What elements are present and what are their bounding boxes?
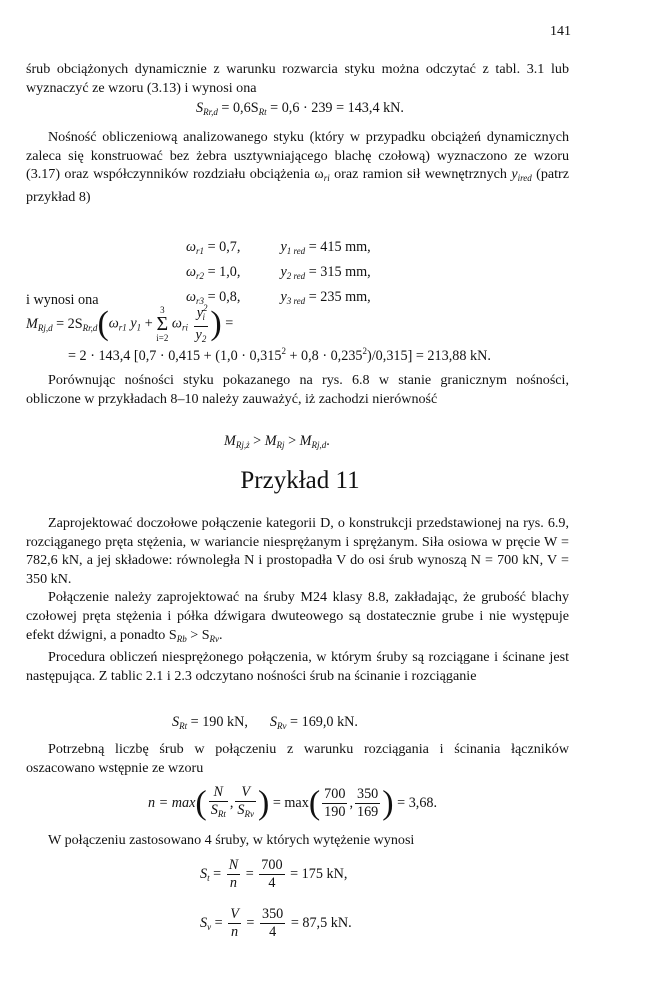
paragraph-7	[26, 740, 569, 777]
i-wynosi-ona: i wynosi ona	[26, 292, 99, 308]
sum-operator: 3 Σ i=2	[156, 305, 169, 343]
coeff-row-2: $\omega_{r2} = 1,0$, $y_{2 red} = 315$ mm,	[186, 264, 371, 281]
equation-mrjd: $M_{Rj,d} = 2S_{Rr,d}(\omega_{r1}$ $y_1$ + 3 Σ i=2 $\omega_{ri}$ $\frac{y^2_i}{y_2}$ ) =	[26, 300, 233, 348]
paragraph-2	[26, 128, 569, 206]
paragraph-4	[26, 514, 569, 685]
para4-text: Zaprojektować doczołowe połączenie kategorii D, o konstrukcji przedstawionej na rys. 6.9, rozciąganego pręta stężenia, w wariancie niesprężanym i sprężanym. Siła osiowa w pręcie W = 782,6 kN, a jej składowe: równoległa N i prostopadła V do osi śrub wynoszą N = 700 kN, V = 350 kN.	[26, 515, 569, 587]
equation-result-21388: = 2 · 143,4 $[0,7 \cdot 0,415 + (1,0 \cdot 0,315^2 + 0,8 \cdot 0,235^2)/0,315] = 213,88$ kN.	[68, 346, 491, 364]
equation-sv: $S_v$ = $\frac{V}{n}$ = $\frac{350}{4}$ = 87,5 kN.	[200, 906, 352, 940]
para6-text: Procedura obliczeń niesprężonego połączenia, w którym śruby są rozciągane i ścinane jest następująca. Z tablic 2.1 i 2.3 odczytano nośności śrub na ścinanie i rozciąganie	[26, 649, 569, 684]
paragraph-1	[26, 60, 569, 97]
para1-text: śrub obciążonych dynamicznie z warunku rozwarcia styku można odczytać z tabl. 3.1 lub wyznaczyć ze wzoru (3.13) i wynosi ona	[26, 61, 569, 96]
para5-text: Połączenie należy zaprojektować na śruby M24 klasy 8.8, zakładając, że grubość blachy czołowej pręta stężenia i półka dźwigara dwuteowego są dostatecznie grube i nie występuje efekt dźwigni, a ponadto $S_{Rb} > S_{Rv}$.	[26, 589, 569, 644]
fraction-y: $\frac{y^2_i}{y_2}$	[194, 300, 209, 348]
coeff-row-3: $\omega_{r3} = 0,8$, $y_{3 red} = 235$ mm,	[186, 289, 371, 306]
equation-n-max: n = max( $\frac{N}{S_{Rt}}$ , $\frac{V}{S_{Rv}}$ ) = max( $\frac{700}{190}$ , $\frac{350}{169}$ ) = 3,68.	[148, 784, 438, 822]
para8-text: W połączeniu zastosowano 4 śruby, w których wytężenie wynosi	[48, 832, 415, 848]
para7-text: Potrzebną liczbę śrub w połączeniu z warunku rozciągania i ścinania łączników oszacowano wstępnie ze wzoru	[26, 741, 569, 776]
paragraph-8	[26, 831, 569, 850]
equation-srrd: $S_{Rr,d} = 0,6S_{Rt} = 0,6 \cdot 239 = 143,4$ kN.	[196, 100, 404, 117]
para3-text: Porównując nośności styku pokazanego na rys. 6.8 w stanie granicznym nośności, obliczone w przykładach 8–10 należy zauważyć, iż zachodzi nierówność	[26, 372, 569, 407]
inequality: $M_{Rj,ż} > M_{Rj} > M_{Rj,d}$.	[224, 433, 330, 450]
equation-st: $S_t$ = $\frac{N}{n}$ = $\frac{700}{4}$ = 175 kN,	[200, 857, 348, 891]
equation-srt-srv: $S_{Rt} = 190$ kN, $S_{Rv} = 169,0$ kN.	[172, 714, 358, 731]
section-heading: Przykład 11	[240, 467, 360, 494]
coeff-row-1: $\omega_{r1} = 0,7$, $y_{1 red} = 415$ mm,	[186, 239, 371, 256]
paragraph-3	[26, 371, 569, 408]
para2-text: Nośność obliczeniową analizowanego styku (który w przypadku obciążeń dynamicznych zaleca się konstruować bez żebra usztywniającego blachę czołową) wyznaczono ze wzoru (3.17) oraz współczynników rozdziału obciążenia $\omega_{ri}$ oraz ramion sił wewnętrznych $y_{ired}$ (patrz przykład 8)	[26, 129, 569, 205]
page-number: 141	[550, 24, 571, 39]
